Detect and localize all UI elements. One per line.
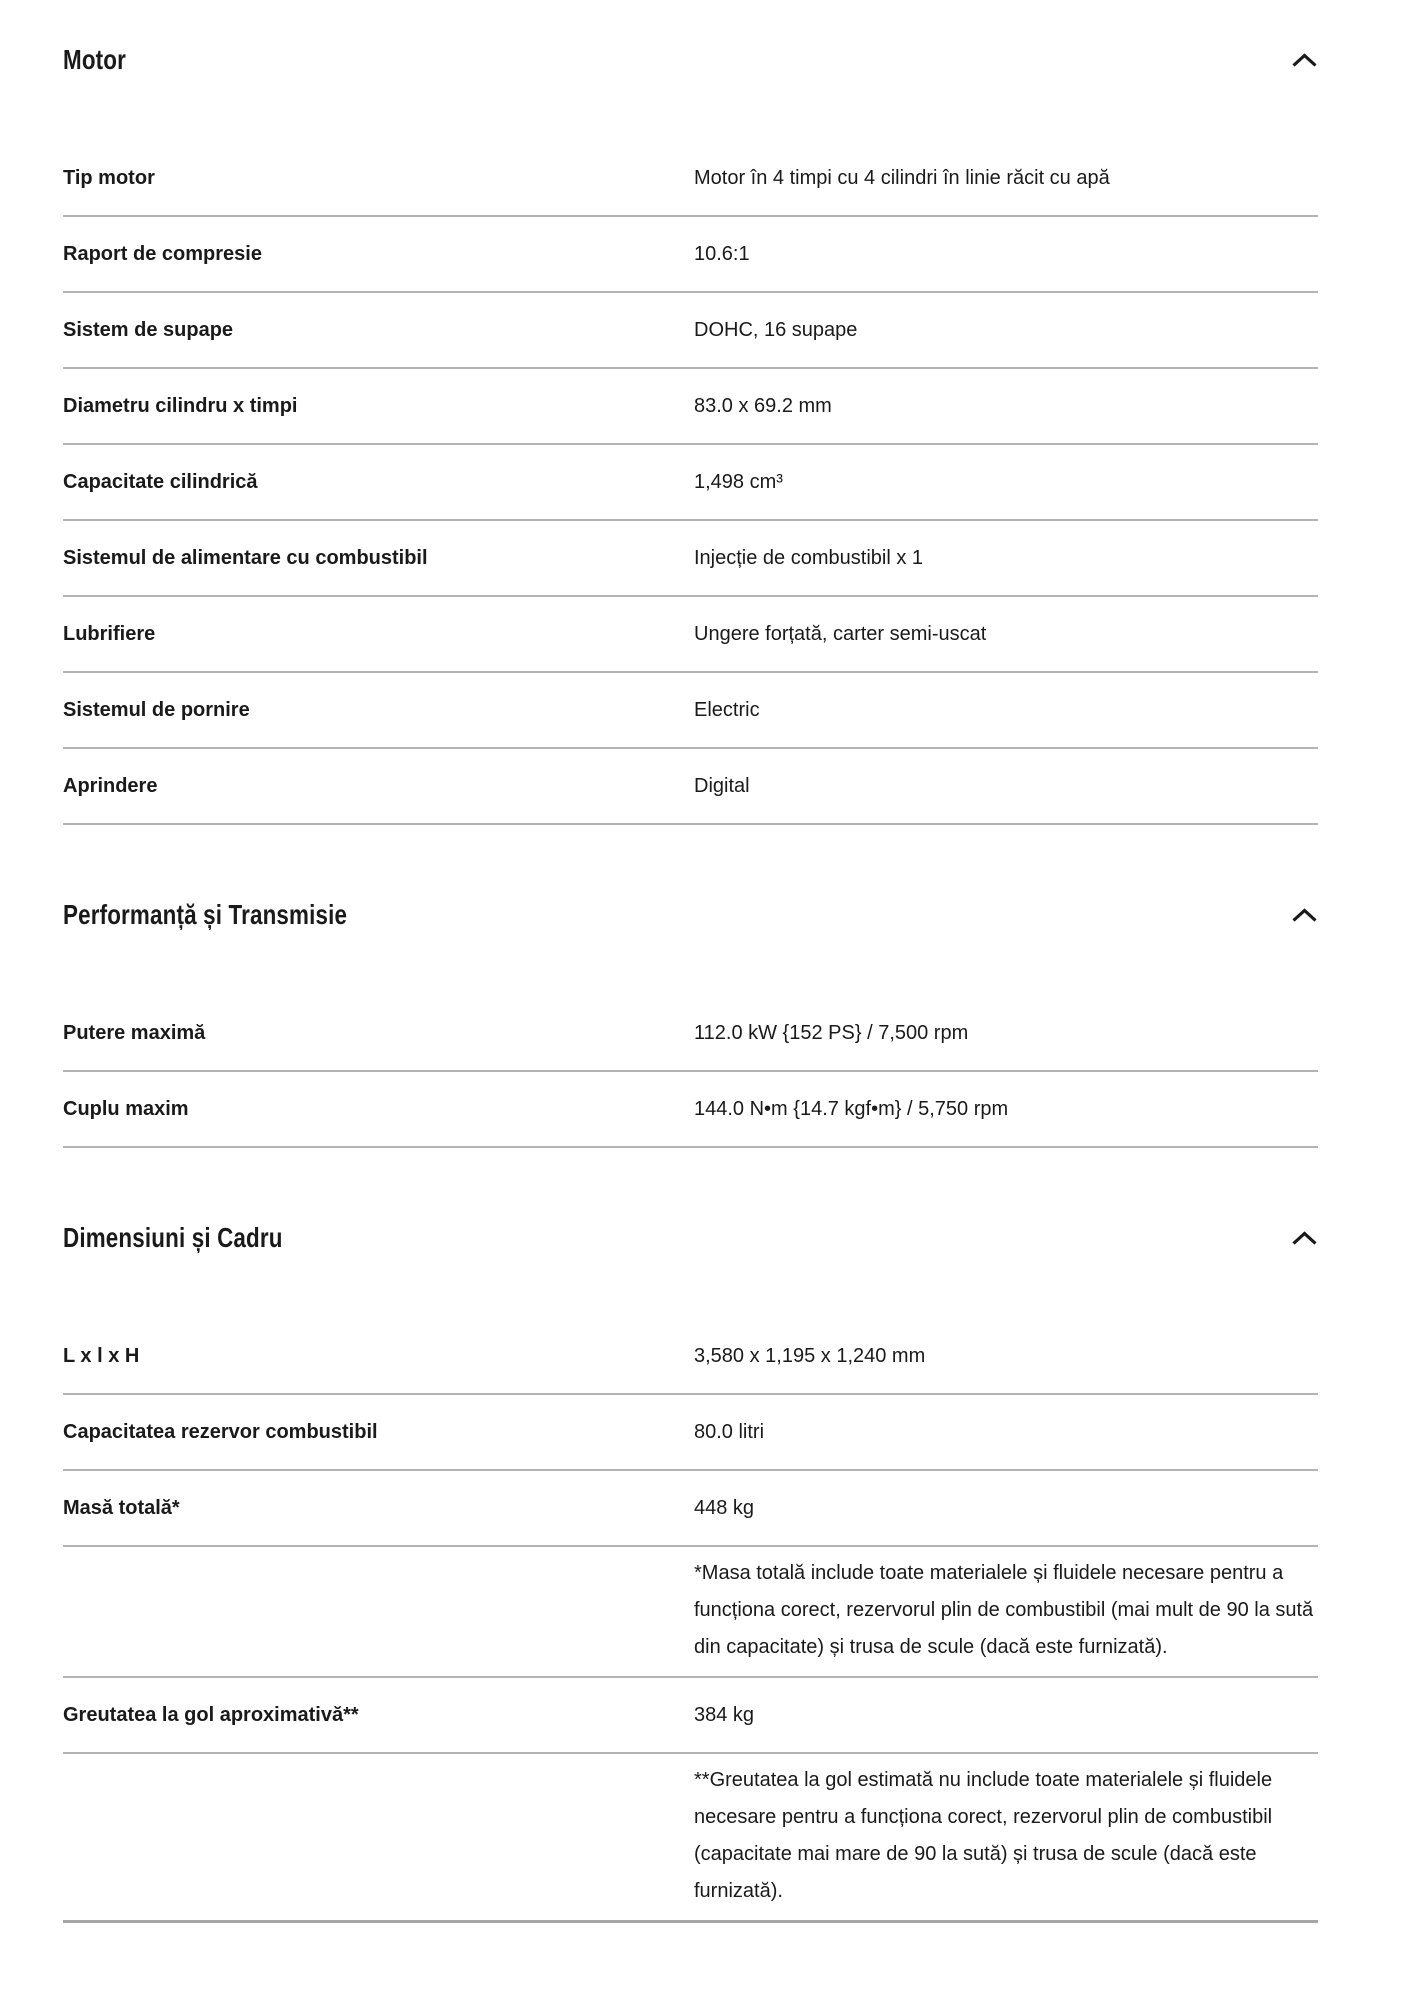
spec-label: Masă totală*	[63, 1497, 180, 1519]
spec-value: Electric	[694, 699, 760, 721]
spec-value: *Masa totală include toate materialele și fluidele necesare pentru a funcționa corect, rezervorul plin de combustibil (mai mult de 90 la sută din capacitate) și trusa de scule (dacă este furnizată).	[694, 1562, 1314, 1658]
spec-value: Ungere forțată, carter semi-uscat	[694, 623, 987, 645]
spec-row	[63, 445, 1318, 521]
spec-label: Raport de compresie	[63, 243, 262, 265]
spec-row	[63, 1678, 1318, 1754]
spec-section	[63, 899, 1318, 1148]
spec-value: 83.0 x 69.2 mm	[694, 395, 832, 417]
section-title: Performanță și Transmisie	[63, 899, 348, 930]
spec-value: 112.0 kW {152 PS} / 7,500 rpm	[694, 1022, 969, 1044]
section-rows	[63, 1319, 1318, 1923]
chevron-up-icon[interactable]	[1291, 908, 1318, 923]
spec-section	[63, 44, 1318, 825]
spec-row	[63, 141, 1318, 217]
spec-row	[63, 1471, 1318, 1547]
spec-row	[63, 749, 1318, 825]
spec-note-row	[63, 1547, 1318, 1678]
spec-label: Tip motor	[63, 167, 155, 189]
spec-value: **Greutatea la gol estimată nu include toate materialele și fluidele necesare pentru a funcționa corect, rezervorul plin de combustibil (capacitate mai mare de 90 la sută) și trusa de scule (dacă este furnizată).	[694, 1769, 1273, 1902]
spec-label: Capacitatea rezervor combustibil	[63, 1421, 378, 1443]
section-rows	[63, 141, 1318, 825]
spec-label: Lubrifiere	[63, 623, 156, 645]
section-title: Dimensiuni și Cadru	[63, 1222, 283, 1253]
spec-row	[63, 369, 1318, 445]
spec-label: Putere maximă	[63, 1022, 206, 1044]
spec-value: Digital	[694, 775, 750, 797]
spec-note-row	[63, 1754, 1318, 1923]
spec-label: Sistemul de alimentare cu combustibil	[63, 547, 428, 569]
spec-value: 384 kg	[694, 1704, 755, 1726]
section-title: Motor	[63, 44, 127, 75]
spec-value: 80.0 litri	[694, 1421, 765, 1443]
spec-value: 10.6:1	[694, 243, 750, 265]
spec-row	[63, 1395, 1318, 1471]
section-rows	[63, 996, 1318, 1148]
spec-value: 144.0 N•m {14.7 kgf•m} / 5,750 rpm	[694, 1098, 1009, 1120]
spec-label: Sistemul de pornire	[63, 699, 250, 721]
section-header[interactable]	[63, 44, 1318, 76]
spec-label: Diametru cilindru x timpi	[63, 395, 298, 417]
spec-row	[63, 996, 1318, 1072]
spec-value: Injecție de combustibil x 1	[694, 547, 924, 569]
section-header[interactable]	[63, 899, 1318, 931]
spec-row	[63, 597, 1318, 673]
section-header[interactable]	[63, 1222, 1318, 1254]
spec-value: DOHC, 16 supape	[694, 319, 858, 341]
spec-label: Cuplu maxim	[63, 1098, 189, 1120]
spec-label: Capacitate cilindrică	[63, 471, 258, 493]
spec-row	[63, 293, 1318, 369]
spec-label: Aprindere	[63, 775, 158, 797]
spec-section	[63, 1222, 1318, 1923]
spec-label: Greutatea la gol aproximativă**	[63, 1704, 359, 1726]
chevron-up-icon[interactable]	[1291, 1231, 1318, 1246]
spec-row	[63, 1319, 1318, 1395]
spec-value: 448 kg	[694, 1497, 755, 1519]
spec-value: 3,580 x 1,195 x 1,240 mm	[694, 1345, 926, 1367]
spec-row	[63, 521, 1318, 597]
spec-label: L x l x H	[63, 1345, 140, 1367]
spec-row	[63, 673, 1318, 749]
spec-value: 1,498 cm³	[694, 471, 783, 493]
spec-row	[63, 1072, 1318, 1148]
spec-value: Motor în 4 timpi cu 4 cilindri în linie răcit cu apă	[694, 167, 1110, 189]
spec-row	[63, 217, 1318, 293]
spec-label: Sistem de supape	[63, 319, 234, 341]
chevron-up-icon[interactable]	[1291, 53, 1318, 68]
